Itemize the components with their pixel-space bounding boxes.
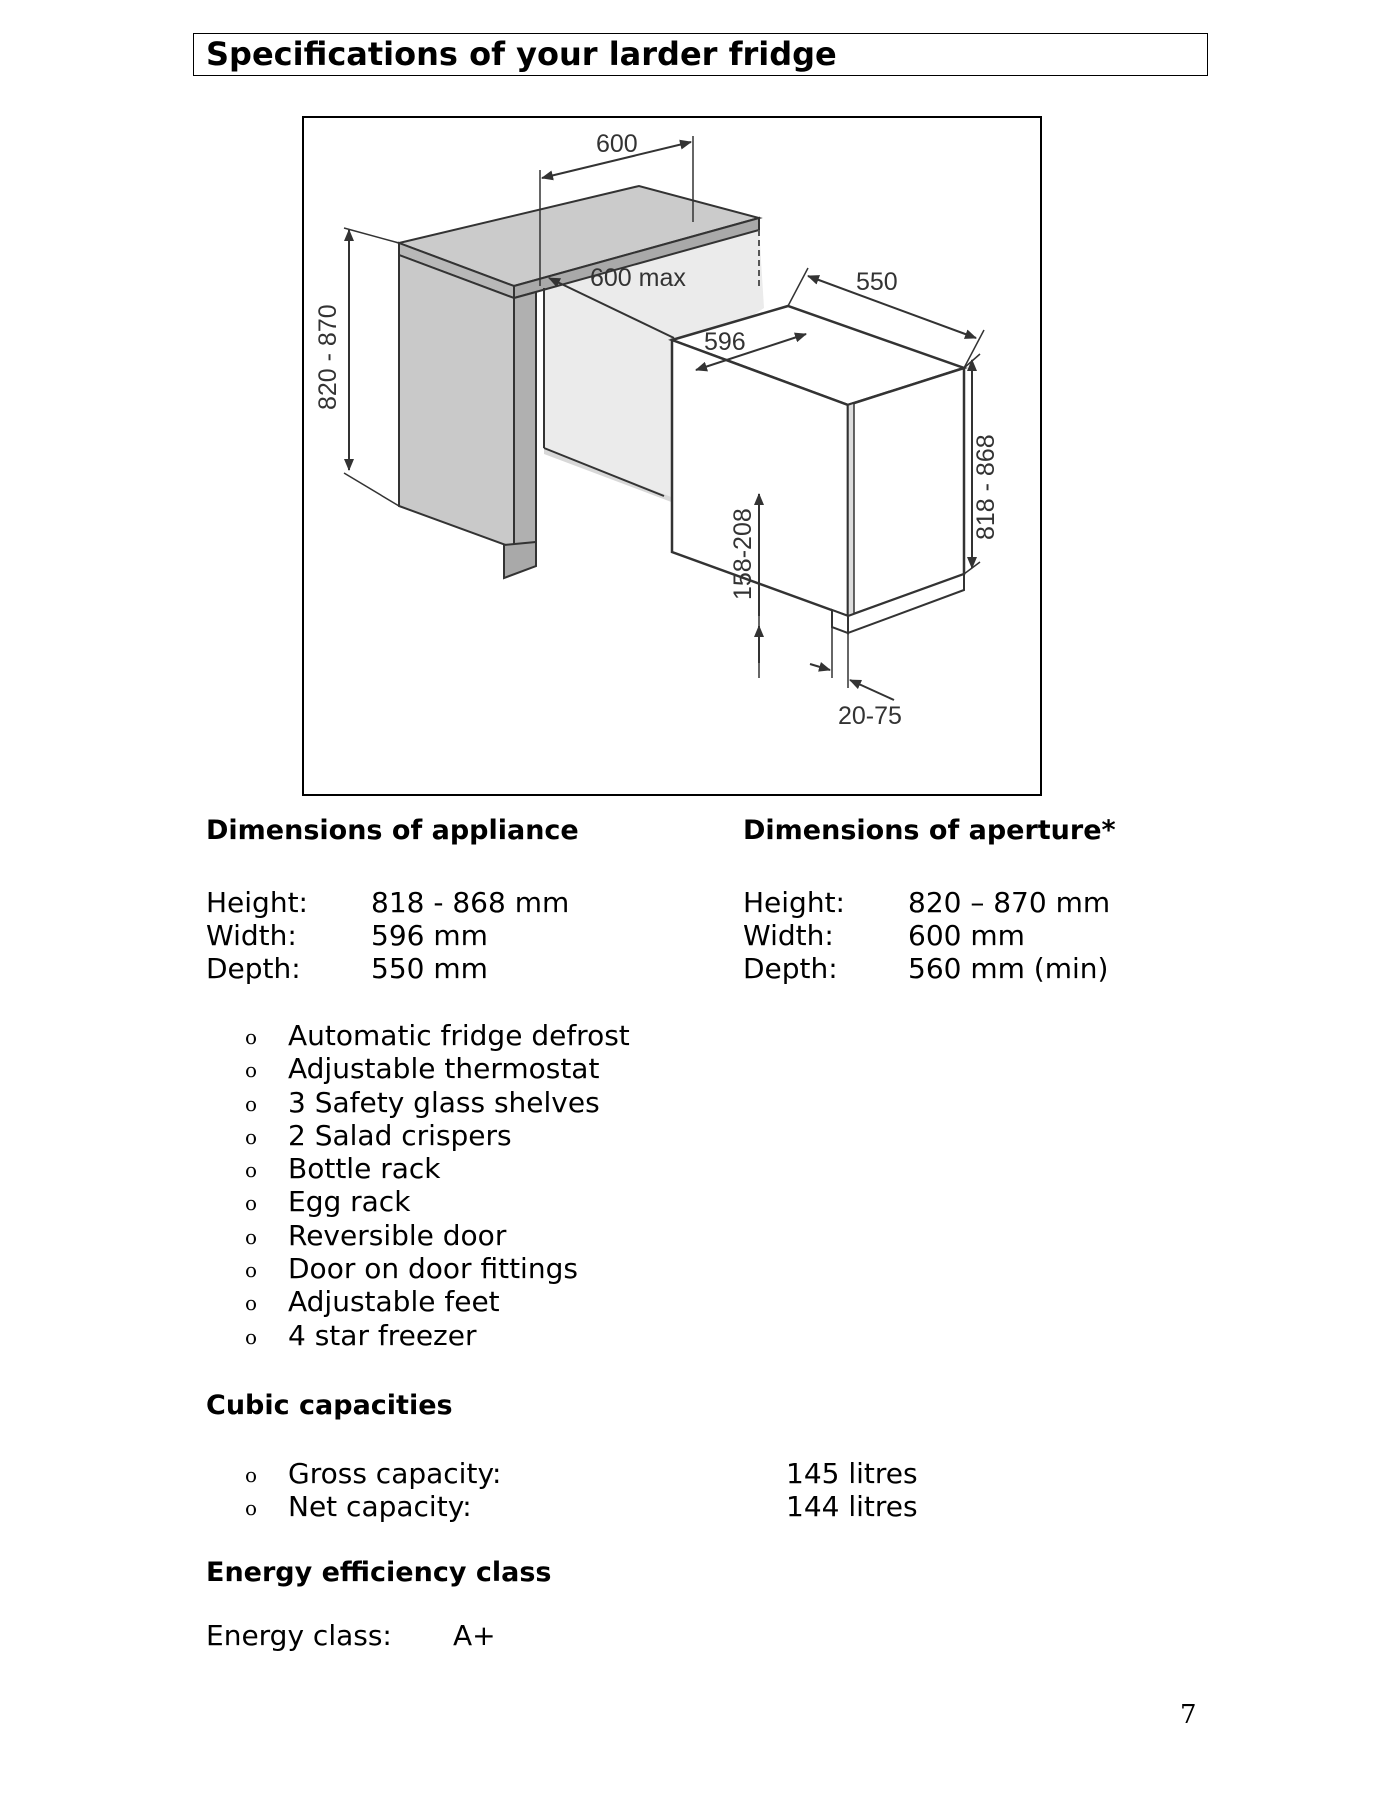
features-list: [245, 1019, 630, 1352]
bullet-icon: o: [245, 1496, 258, 1521]
cabinet-plinth: [504, 542, 536, 578]
fridge-front: [848, 368, 964, 616]
spec-label: Depth:: [743, 952, 838, 985]
feature-text: 2 Salad crispers: [288, 1118, 512, 1152]
spec-label: Height:: [206, 886, 308, 919]
list-item: [245, 1319, 630, 1352]
table-row: [743, 919, 1110, 952]
list-item: [245, 1219, 630, 1252]
appliance-dims-table: [206, 886, 569, 985]
table-row: [743, 952, 1110, 985]
aperture-depth-label: 600 max: [590, 264, 686, 292]
spec-value: 550 mm: [371, 952, 488, 985]
aperture-width-label: 600: [596, 130, 638, 158]
appliance-width-label: 596: [704, 328, 746, 356]
spec-value: 820 – 870 mm: [908, 886, 1111, 919]
aperture-dims-heading: Dimensions of aperture*: [743, 815, 1116, 846]
feature-text: Reversible door: [288, 1218, 507, 1252]
list-item: [245, 1019, 630, 1052]
table-row: [743, 886, 1110, 919]
fridge-door-edge: [848, 403, 854, 616]
appliance-height-label: 818 - 868: [972, 434, 1000, 540]
bullet-icon: o: [245, 1291, 258, 1316]
spec-value: 818 - 868 mm: [371, 886, 570, 919]
spec-label: Width:: [206, 919, 297, 952]
feature-text: Door on door fittings: [288, 1252, 578, 1286]
feature-text: Egg rack: [288, 1185, 411, 1219]
spec-value: 600 mm: [908, 919, 1025, 952]
ext-line: [788, 268, 808, 306]
feature-text: Bottle rack: [288, 1152, 441, 1186]
page-number: 7: [1180, 1700, 1197, 1730]
energy-heading: Energy efficiency class: [206, 1557, 552, 1588]
bullet-icon: o: [245, 1224, 258, 1249]
plinth-depth-arrow: [810, 664, 830, 670]
ext-line: [344, 473, 399, 506]
list-item: [245, 1457, 918, 1490]
bullet-icon: o: [245, 1158, 258, 1183]
aperture-height-label: 820 - 870: [314, 304, 342, 410]
list-item: [245, 1152, 630, 1185]
bullet-icon: o: [245, 1258, 258, 1283]
dimension-diagram-svg: [304, 118, 1040, 794]
cabinet-panel-edge: [514, 292, 536, 548]
spec-label: Height:: [743, 886, 845, 919]
spec-label: Width:: [743, 919, 834, 952]
list-item: [245, 1285, 630, 1318]
feature-text: 4 star freezer: [288, 1318, 477, 1352]
bullet-icon: o: [245, 1058, 258, 1083]
feature-text: Adjustable feet: [288, 1285, 500, 1319]
list-item: [245, 1185, 630, 1218]
spec-value: 596 mm: [371, 919, 488, 952]
table-row: [206, 952, 569, 985]
feature-text: 3 Safety glass shelves: [288, 1085, 600, 1119]
table-row: [206, 886, 569, 919]
appliance-dims-heading: Dimensions of appliance: [206, 815, 579, 846]
bullet-icon: o: [245, 1324, 258, 1349]
bullet-icon: o: [245, 1463, 258, 1487]
energy-class-label: Energy class:: [206, 1619, 392, 1652]
list-item: [245, 1490, 918, 1523]
list-item: [245, 1119, 630, 1152]
table-row: [206, 919, 569, 952]
list-item: [245, 1052, 630, 1085]
energy-class-value: A+: [453, 1619, 496, 1652]
appliance-depth-label: 550: [856, 268, 898, 296]
cubic-heading: Cubic capacities: [206, 1390, 453, 1421]
dimension-diagram: [302, 116, 1042, 796]
feature-text: Adjustable thermostat: [288, 1052, 600, 1086]
cabinet-side-panel: [399, 255, 514, 548]
capacity-label: Net capacity:: [288, 1490, 472, 1524]
plinth-depth-label: 20-75: [838, 702, 902, 730]
capacity-label: Gross capacity:: [288, 1457, 502, 1490]
capacity-value: 145 litres: [786, 1457, 918, 1490]
capacity-value: 144 litres: [786, 1490, 918, 1524]
bullet-icon: o: [245, 1124, 258, 1149]
plinth-depth-arrow-right: [850, 680, 894, 700]
bullet-icon: o: [245, 1091, 258, 1116]
page-title: Specifications of your larder fridge: [193, 33, 1208, 76]
bullet-icon: o: [245, 1025, 258, 1049]
aperture-dims-table: [743, 886, 1110, 985]
spec-label: Depth:: [206, 952, 301, 985]
list-item: [245, 1086, 630, 1119]
energy-class-row: [206, 1619, 496, 1652]
capacity-list: [245, 1457, 918, 1524]
feature-text: Automatic fridge defrost: [288, 1019, 630, 1052]
spec-value: 560 mm (min): [908, 952, 1109, 985]
bullet-icon: o: [245, 1191, 258, 1216]
ext-line: [344, 228, 399, 243]
plinth-height-label: 158-208: [729, 508, 757, 600]
list-item: [245, 1252, 630, 1285]
